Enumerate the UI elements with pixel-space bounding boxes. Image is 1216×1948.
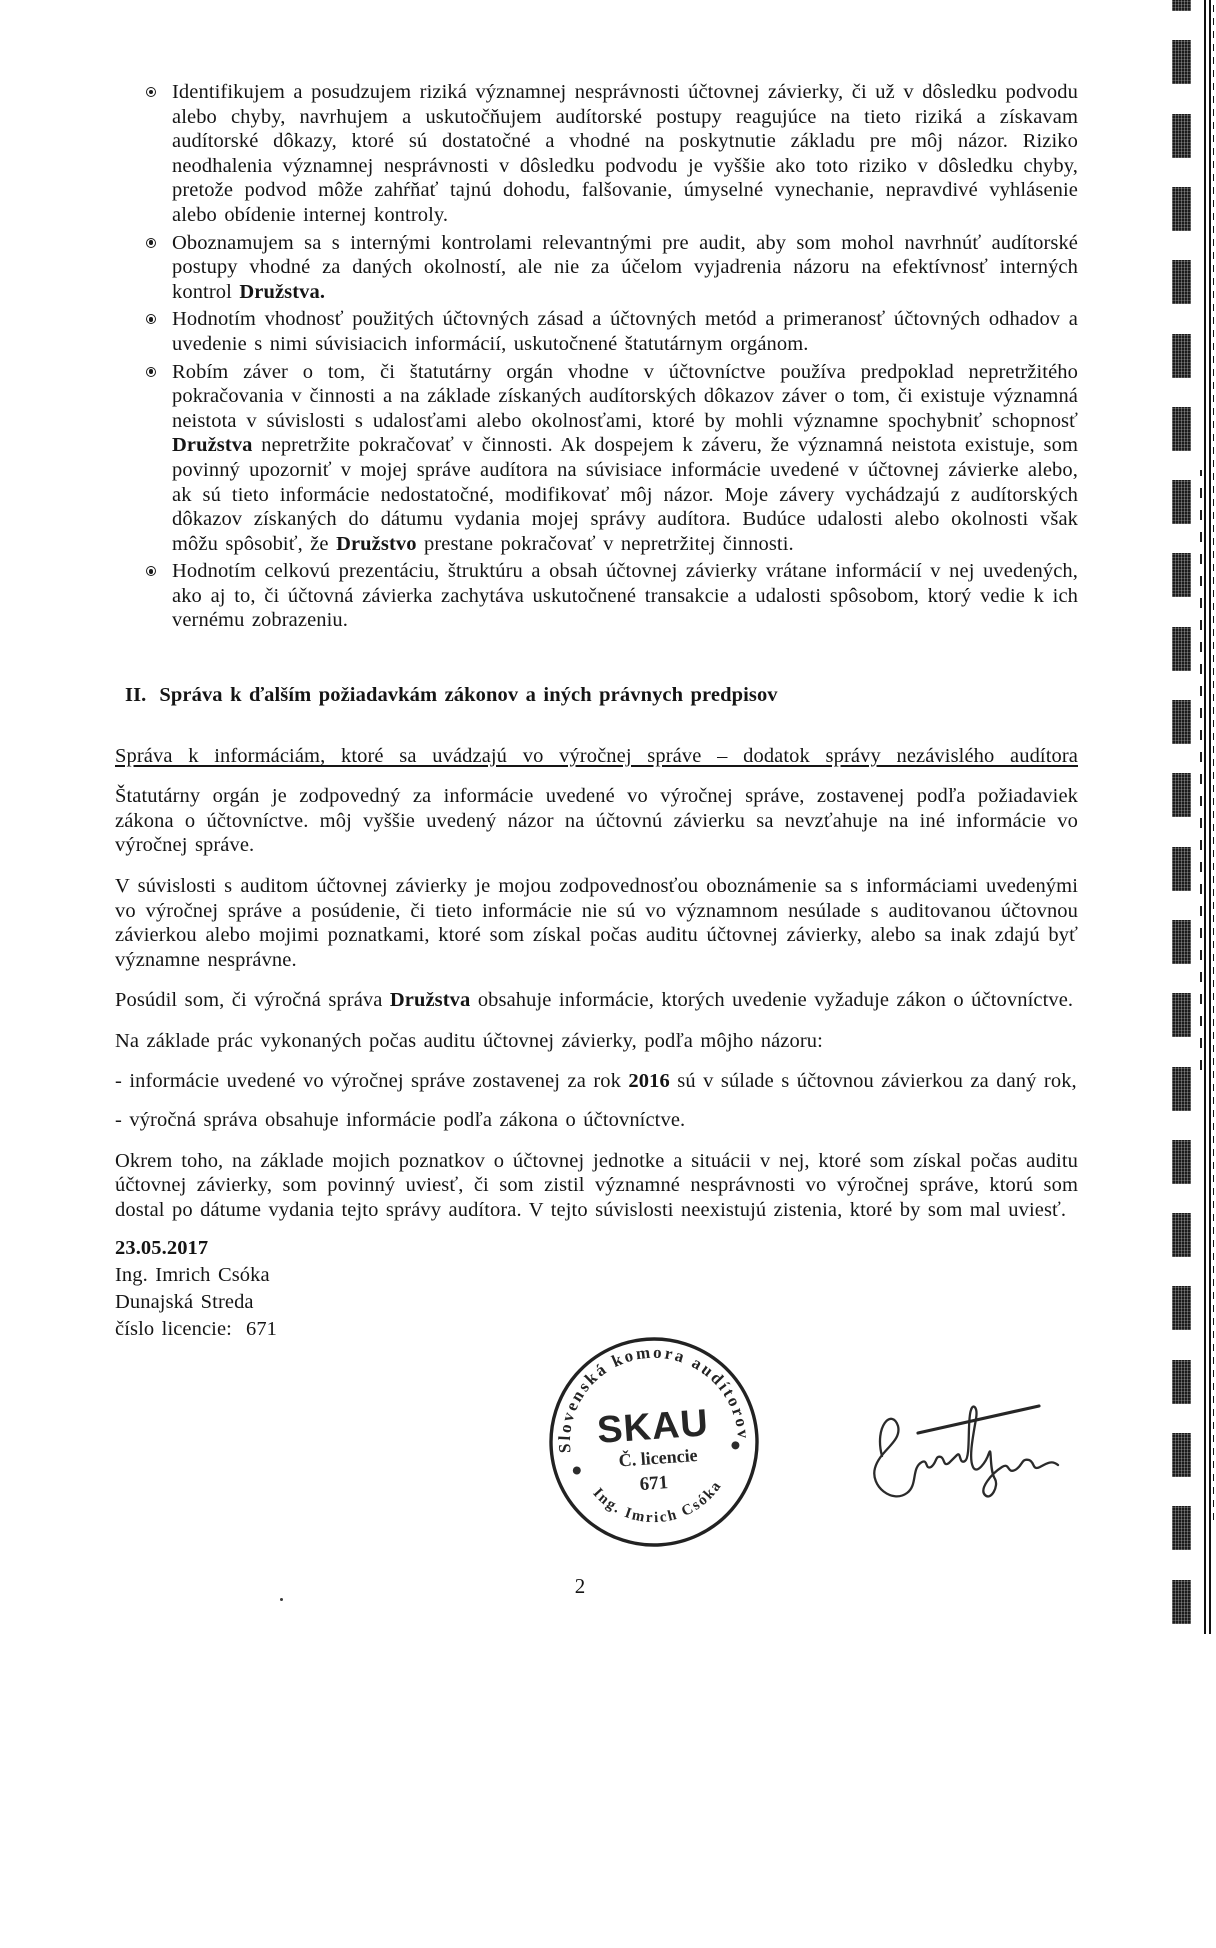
auditor-name: Ing. Imrich Csóka (115, 1263, 270, 1286)
binding-mark (1172, 187, 1191, 231)
bullet-text: Robím záver o tom, či štatutárny orgán vhodne v účtovníctve používa predpoklad nepretržitého pokračovania v činnosti a na základe získaných audítorských dôkazov záver o tom, či existuje významná neistota v súvislosti s udalosťami alebo okolnosťami, ktoré by mohli významne spochybniť schopnosť Družstva nepretržite pokračovať v činnosti. Ak dospejem k záveru, že významná neistota existuje, som povinný upozorniť v mojej správe audítora na súvisiace informácie uvedené v účtovnej závierke alebo, ak sú tieto informácie nedostatočné, modifikovať môj názor. Moje závery vychádzajú z audítorských dôkazov získaných do dátumu vydania mojej správy audítora. Budúce udalosti alebo okolnosti však môžu spôsobiť, že Družstvo prestane pokračovať v nepretržitej činnosti. (172, 360, 1078, 555)
bullet-item (115, 231, 1078, 305)
stamp-ring-text: Slovenská komora audítorov (554, 1342, 754, 1454)
binding-mark (1172, 40, 1191, 84)
paragraph: Posúdil som, či výročná správa Družstva obsahuje informácie, ktorých uvedenie vyžaduje zákon o účtovníctve. (115, 989, 1074, 1012)
paragraph: V súvislosti s auditom účtovnej závierky je mojou zodpovednosťou oboznámenie sa s informáciami uvedenými vo výročnej správe a posúdenie, či tieto informácie nie sú vo významnom nesúlade s auditovanou účtovnou závierkou alebo mojimi poznatkami, ktoré som získal počas auditu účtovnej závierky, alebo sa inak zdajú byť významne nesprávne. (115, 875, 1078, 971)
scan-edge-line (1209, 0, 1211, 1634)
binding-mark (1172, 773, 1191, 817)
bullet-text: Hodnotím vhodnosť použitých účtovných zásad a účtovných metód a primeranosť účtovných odhadov a uvedenie s nimi súvisiacich informácií, uskutočnené štatutárnym orgánom. (172, 308, 1078, 355)
bullet-item (115, 559, 1078, 633)
binding-mark (1172, 407, 1191, 451)
bullet-text: Identifikujem a posudzujem riziká významnej nesprávnosti účtovnej závierky, či už v dôsledku podvodu alebo chyby, navrhujem a uskutočňujem audítorské postupy reagujúce na tieto riziká a získavam audítorské dôkazy, ktoré sú dostatočné a vhodné na poskytnutie základu pre môj názor. Riziko neodhalenia významnej nesprávnosti v dôsledku podvodu je vyššie ako toto riziko v dôsledku chyby, pretože podvod môže zahŕňať tajnú dohodu, falšovanie, úmyselné vynechanie, nepravdivé vyhlásenie alebo obídenie internej kontroly. (172, 81, 1078, 226)
bullet-item (115, 360, 1078, 557)
document-body (115, 80, 1078, 1343)
bullet-text: Oboznamujem sa s internými kontrolami relevantnými pre audit, aby som mohol navrhnúť audítorské postupy vhodné za daných okolností, ale nie za účelom vyjadrenia názoru na efektívnosť interných kontrol Družstva. (172, 231, 1078, 303)
binding-mark (1172, 1140, 1191, 1184)
section-numeral: II. (125, 684, 147, 707)
paragraph: Štatutárny orgán je zodpovedný za informácie uvedené vo výročnej správe, zostavenej podľa požiadaviek zákona o účtovníctve. môj vyššie uvedený názor na účtovnú závierku sa nevzťahuje na iné informácie vo výročnej správe. (115, 785, 1078, 857)
dash-list-item: - informácie uvedené vo výročnej správe zostavenej za rok 2016 sú v súlade s účtovnou závierkou za daný rok, (115, 1069, 1077, 1092)
stamp-license-label: Č. licencie (618, 1445, 699, 1471)
binding-mark (1172, 0, 1191, 11)
signature-scribble-icon (852, 1392, 1072, 1522)
page-number: 2 (574, 1574, 586, 1598)
stamp-license-number: 671 (638, 1472, 669, 1496)
bullet-item (115, 307, 1078, 356)
stamp-side-dot-left (573, 1466, 582, 1475)
signature-block (115, 1235, 1078, 1343)
license-label: číslo licencie: (115, 1317, 232, 1340)
binding-mark (1172, 1506, 1191, 1550)
report-date: 23.05.2017 (115, 1236, 209, 1259)
dash-list-item: - výročná správa obsahuje informácie podľa zákona o účtovníctve. (115, 1109, 686, 1132)
binding-mark (1172, 480, 1191, 524)
stamp-acronym: SKAU (595, 1402, 711, 1452)
stamp-seal-icon (538, 1326, 771, 1559)
binding-mark (1172, 1433, 1191, 1477)
bullet-icon (146, 238, 156, 248)
binding-mark (1172, 1580, 1191, 1624)
auditor-stamp (538, 1326, 771, 1559)
section-title: Správa k ďalším požiadavkám zákonov a iných právnych predpisov (159, 684, 778, 707)
bullet-item (115, 80, 1078, 228)
binding-mark (1172, 1360, 1191, 1404)
handwritten-signature (852, 1392, 1072, 1527)
section-ii-heading (125, 683, 1078, 708)
bullet-icon (146, 87, 156, 97)
scan-edge-line (1204, 0, 1206, 1634)
bullet-icon (146, 566, 156, 576)
scan-speck (280, 1598, 283, 1601)
bullet-text: Hodnotím celkovú prezentáciu, štruktúru a obsah účtovnej závierky vrátane informácií v nej uvedených, ako aj to, či účtovná závierka zachytáva uskutočnené transakcie a udalosti spôsobom, ktorý vedie k ich vernému zobrazeniu. (172, 560, 1078, 632)
binding-mark (1172, 1067, 1191, 1111)
license-number: 671 (245, 1317, 278, 1340)
binding-mark (1172, 553, 1191, 597)
binding-mark (1172, 847, 1191, 891)
binding-mark (1172, 920, 1191, 964)
scan-edge-line (1200, 470, 1202, 1070)
binding-mark (1172, 1213, 1191, 1257)
bullet-icon (146, 367, 156, 377)
bullet-icon (146, 314, 156, 324)
paragraph: Na základe prác vykonaných počas auditu účtovnej závierky, podľa môjho názoru: (115, 1030, 823, 1052)
binding-mark (1172, 993, 1191, 1037)
bullet-list (115, 80, 1078, 633)
auditor-city: Dunajská Streda (115, 1290, 254, 1313)
binding-mark (1172, 627, 1191, 671)
binding-mark (1172, 334, 1191, 378)
binding-mark (1172, 1286, 1191, 1330)
scan-edge-line (1213, 0, 1214, 1520)
subheading-underlined: Správa k informáciám, ktoré sa uvádzajú vo výročnej správe – dodatok správy nezávislého audítora (115, 744, 1078, 767)
stamp-holder-text: Ing. Imrich Csóka (589, 1477, 726, 1527)
binding-mark (1172, 260, 1191, 304)
closing-paragraph: Okrem toho, na základe mojich poznatkov o účtovnej jednotke a situácii v nej, ktoré som získal počas auditu účtovnej závierky, som povinný uviesť, či som zistil významné nesprávnosti vo výročnej správe, ktorú som dostal po dátume vydania tejto správy audítora. V tejto súvislosti neexistujú zistenia, ktoré by som mal uviesť. (115, 1149, 1078, 1221)
binding-mark (1172, 700, 1191, 744)
stamp-side-dot-right (731, 1441, 740, 1450)
binding-mark (1172, 114, 1191, 158)
